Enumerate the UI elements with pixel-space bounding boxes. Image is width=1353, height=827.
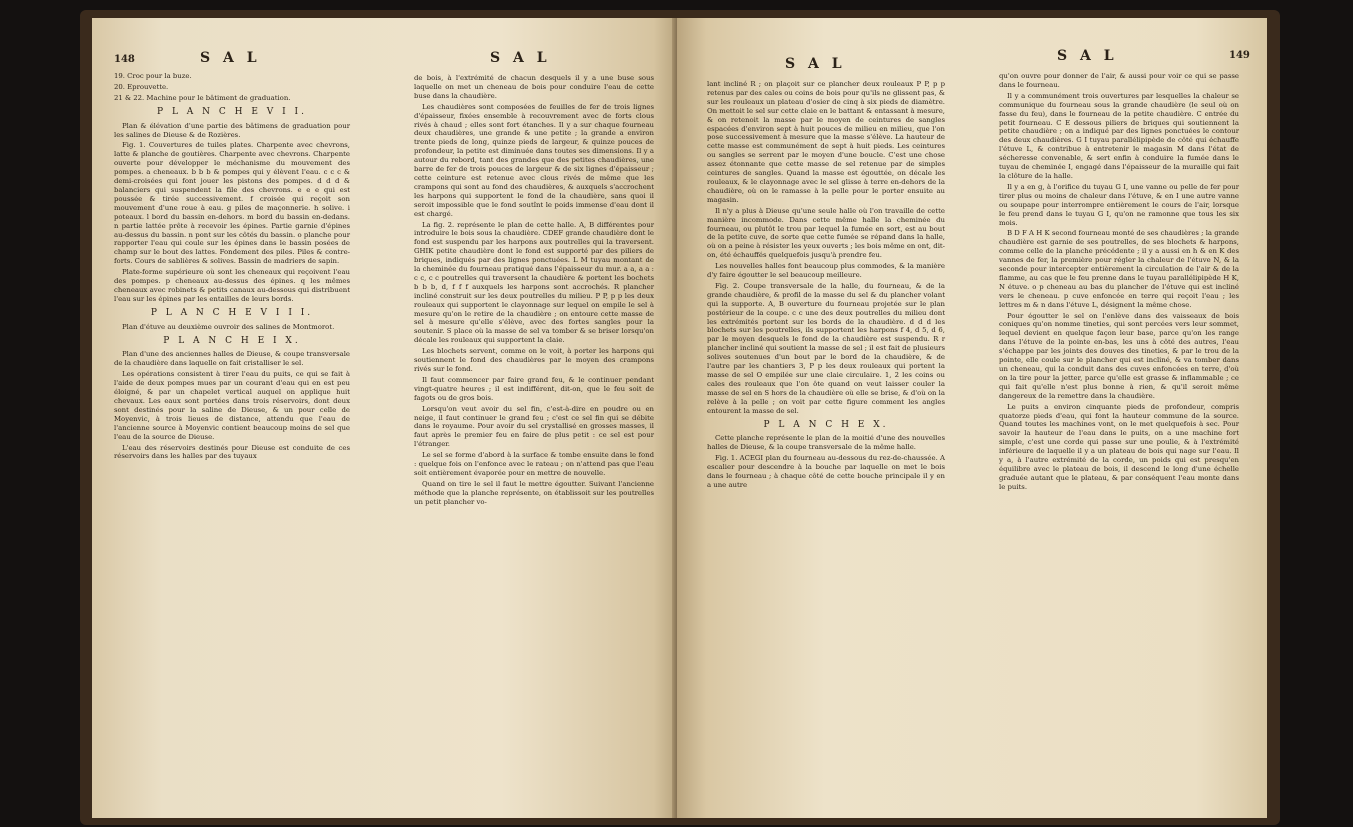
plate-ix-text-3: L'eau des réservoirs destinés pour Dieuse est conduite de ces réservoirs dans les halles par des tuyaux	[114, 443, 350, 461]
r-col1-p1: lant incliné R ; on plaçoit sur ce plancher deux rouleaux P P, p p retenus par des cales ou coins de bois pour qu'ils ne glissent pas, & sur les rouleaux un plateau d'osier de cinq à six pieds de diamètre. On mettoit le sel sur cette claie en le battant & entassant à mesure, & on retenoit la masse par le moyen de ceintures de sangles espacées d'environ sept à huit pouces de milieu en milieu, que l'on pose successivement à mesure que la masse s'élève. La hauteur de cette masse est communément de sept à huit pieds. Les ceintures ou sangles se serrent par le moyen d'une boucle. C'est une chose assez étonnante que cette masse de sel retenue par de simples ceintures de sangles. Quand la masse est égouttée, on décale les rouleaux, & le clayonnage avec le sel glisse à terre en-dehors de la chaudière, où on le ramasse à la pelle pour le porter ensuite au magasin.	[707, 80, 945, 204]
r-col2-p4: B D F A H K second fourneau monté de ses chaudières ; la grande chaudière est garnie de ses poutrelles, de ses blochets & harpons, comme celle de la planche précédente ; il y a aussi en h & en K des vannes de fer, la première pour régler la chaleur de l'étuve N, & la seconde pour intercepter entièrement la circulation de l'air & de la flamme, au cas que le feu prenne dans le tuyau parallélipipède H K, N étuve. o p cheneau au bas du plancher de l'étuve qui est incliné vers le cheneau. p cuve enfoncée en terre qui reçoit l'eau ; les lettres m & n dans l'étuve L, désignent la même chose.	[999, 229, 1239, 309]
r-col2-p6: Le puits a environ cinquante pieds de profondeur, compris quatorze pieds d'eau, qui font la hauteur commune de la source. Quand toutes les machines vont, on le met quelquefois à sec. Pour savoir la hauteur de l'eau dans le puits, on a une machine fort simple, c'est une corde qui passe sur une poulie, & à l'extrémité inférieure de laquelle il y a un plateau de bois qui nage sur l'eau. Il y a, à l'autre extrémité de la corde, un poids qui est presqu'en équilibre avec le plateau de bois, il descend le long d'une échelle graduée autant que le plateau, & par conséquent l'eau monte dans le puits.	[999, 402, 1239, 491]
right-column-1	[707, 80, 945, 492]
page-number-left: 148	[114, 54, 135, 65]
col2-p3: La fig. 2. représente le plan de cette halle. A, B différentes pour introduire le bois sous la chaudière. CDEF grande chaudière dont le fond est suspendu par les harpons aux poutrelles qui la traversent. GHIK petite chaudière dont le fond est supporté par des piliers de briques, indiqués par des lignes ponctuées. L M tuyau montant de la cheminée du fourneau pratiqué dans l'épaisseur du mur. a a, a a : c c, c c poutrelles qui traversent la chaudière & portent les bochets b b b, d, f f f auxquels les harpons sont accrochés. R plancher incliné construit sur les deux poutrelles du milieu. P P, p p les deux rouleaux qui supportent le clayonnage sur lequel on empile le sel à mesure qu'on le retire de la chaudière ; on entoure cette masse de sel à mesure qu'elle s'élève, avec des fortes sangles pour la soutenir. S place où la masse de sel va tomber & se briser lorsqu'on décale les rouleaux qui supportent la claie.	[414, 220, 654, 345]
plate-ix-heading: P L A N C H E I X.	[163, 335, 301, 346]
plate-ix-text: Plan d'une des anciennes halles de Dieuse, & coupe transversale de la chaudière dans laquelle on fait cristalliser le sel.	[114, 350, 350, 368]
plate-vii-text: Fig. 1. Couvertures de tuiles plates. Charpente avec chevrons, latte & planche de goutières. Charpente avec chevrons. Charpente ouverte pour développer le méchanisme du mouvement des pompes. a cheneaux. b b b & pompes qui y élèvent l'eau. c c c & demi-croisées qui font jouer les pistons des pompes. d d d & balanciers qui suspendent la file des chevrons. e e e qui est poussée & tirée successivement. f croisée qui reçoit son mouvement d'une roue à eau. g piles de maçonnerie. h solive. i poteaux. l bord du bassin en-dehors. m bord du bassin en-dedans. n partie lattée prête à recevoir les épines. Partie garnie d'épines au-dessus du bassin. n pont sur les côtés du bassin. o planche pour rapporter l'eau qui coule sur les épines dans le bassin posées de champ sur le bout des lattes. Fondement des piles. Piles & contre-forts. Cours de sablières & solives. Bassin de madriers de sapin.	[114, 141, 350, 266]
running-head-right-1: S A L	[785, 56, 846, 72]
plate-x-heading: P L A N C H E X.	[763, 419, 889, 430]
r-col2-p5: Pour égoutter le sel on l'enlève dans des vaisseaux de bois coniques qu'on nomme tineties, qui sont percées vers leur sommet, lequel devient en quelque façon leur base, parce qu'on les range dans l'étuve de la pointe en-bas, les uns à côté des autres, l'eau s'échappe par les joints des douves des tineties, & par le trou de la pointe, elle coule sur le plancher qui est incliné, & va tomber dans un cheneau, qui la conduit dans des cuves enfoncées en terre, d'où on la tire pour la jetter, parce qu'elle est grasse & inflammable ; ce qui fait qu'elle n'est plus bonne à rien, & qu'il seroit même dangereux de la remettre dans la chaudière.	[999, 311, 1239, 400]
right-page	[677, 18, 1267, 818]
right-column-2	[999, 72, 1239, 494]
r-col1-p4: Fig. 2. Coupe transversale de la halle, du fourneau, & de la grande chaudière, & profil de la masse du sel & du plancher volant qui la supporte. A, B ouverture du fourneau projetée sur le plan postérieur de la coupe. c c une des deux poutrelles du milieu dont les extrémités portent sur les bords de la chaudière. d d d les blochets sur les poutrelles, ils supportent les harpons f 4, d 5, d 6, par le moyen desquels le fond de la chaudière est suspendu. R r plancher incliné qui soutient la masse de sel ; il est fait de plusieurs solives soutenues d'un bout par le bord de la chaudière, & de l'autre par les chantiers 3, P p les deux rouleaux qui portent la masse de sel O empilée sur une claie circulaire. 1, 2 les coins ou cales des rouleaux que l'on ôte quand on veut laisser couler la masse de sel en S hors de la chaudière où elle se brise, & d'où on la relève à la pelle ; on voit par cette figure comment les angles entourent la masse de sel.	[707, 281, 945, 415]
plate-viii-heading: P L A N C H E V I I I.	[150, 307, 314, 318]
plate-x-text: Cette planche représente le plan de la moitié d'une des nouvelles halles de Dieuse, & la coupe transversale de la même halle.	[707, 434, 945, 452]
col2-p7: Le sel se forme d'abord à la surface & tombe ensuite dans le fond : quelque fois on l'enfonce avec le rateau ; on n'attend pas que l'eau soit entièrement évaporée pour en mettre de nouvelle.	[414, 451, 654, 477]
plate-vii-intro: Plan & élévation d'une partie des bâtimens de graduation pour les salines de Dieuse & de Rozières.	[114, 121, 350, 139]
col2-p8: Quand on tire le sel il faut le mettre égoutter. Suivant l'ancienne méthode que la planche représente, on établissoit sur les poutrelles un petit plancher vo-	[414, 479, 654, 506]
running-head-right-2: S A L	[1057, 48, 1118, 64]
col2-p5: Il faut commencer par faire grand feu, & le continuer pendant vingt-quatre heures ; il est indifférent, dit-on, que le feu soit de fagots ou de gros bois.	[414, 375, 654, 402]
plate-viii-text: Plan d'étuve au deuxième ouvroir des salines de Montmorot.	[122, 322, 335, 331]
col2-p2: Les chaudières sont composées de feuilles de fer de trois lignes d'épaisseur, fixées ensemble à recouvrement avec de forts clous rivés à chaud ; elles sont fort étanches. Il y a sur chaque fourneau deux chaudières, une grande & une petite ; la grande a environ trente pieds de long, quinze pieds de largeur, & quinze pouces de profondeur, la petite est diminuée dans toutes ses dimensions. Il y a autour du rebord, tant des grandes que des petites chaudières, une barre de fer de trois pouces de largeur & de six lignes d'épaisseur ; cette ceinture est retenue avec clous rivés de même que les crampons qui sont au fond des chaudières, & auxquels s'accrochent les harpons qui supportent le fond de la chaudière, sans quoi il seroit impossible que le fond soutînt le poids immense d'eau dont il est chargé.	[414, 102, 654, 218]
plate-vii-text-2: Plate-forme supérieure où sont les cheneaux qui reçoivent l'eau des pompes. p cheneaux au-dessus des épines. q les mêmes cheneaux avec robinets & petits canaux au-dessous qui distribuent l'eau sur les épines par les entailles de leurs bords.	[114, 268, 350, 303]
r-col2-p2: Il y a communément trois ouvertures par lesquelles la chaleur se communique du fourneau sous la grande chaudière (le seul où on fasse du feu), dans le fourneau de la petite chaudière. C entrée du petit fourneau. C E dessous piliers de briques qui soutiennent la petite chaudière ; on a indiqué par des lignes ponctuées le contour des deux chaudières. G I tuyau parallélipipède de côté qui échauffe l'étuve L, & contribue à entretenir le magasin M dans l'état de sécheresse convenable, & sert enfin à conduire la fumée dans le tuyau de cheminée I, engagé dans l'épaisseur de la muraille qui fait la clôture de la halle.	[999, 91, 1239, 180]
page-number-right: 149	[1229, 50, 1250, 61]
plate-vii-heading: P L A N C H E V I I.	[157, 106, 307, 117]
col2-p4: Les blochets servent, comme on le voit, à porter les harpons qui soutiennent le fond des chaudières par le moyen des crampons rivés sur le fond.	[414, 347, 654, 373]
item-20: 20. Eprouvette.	[114, 82, 169, 91]
r-col1-p2: Il n'y a plus à Dieuse qu'une seule halle où l'on travaille de cette manière incommode. Dans cette même halle la cheminée du fourneau, ou plutôt le trou par lequel la fumée en sort, est au bout de la petite cuve, de sorte que cette fumée se répand dans la halle, où on a peine à résister les yeux ouverts ; les bois même en ont, dit-on, été échauffés quelquefois jusqu'à prendre feu.	[707, 206, 945, 260]
left-column-1	[114, 72, 350, 463]
left-page	[92, 18, 677, 818]
open-book	[92, 18, 1267, 818]
r-col2-p1: qu'on ouvre pour donner de l'air, & aussi pour voir ce qui se passe dans le fourneau.	[999, 72, 1239, 89]
item-21-22: 21 & 22. Machine pour le bâtiment de graduation.	[114, 93, 291, 102]
item-19: 19. Croc pour la buze.	[114, 72, 192, 80]
r-col2-p3: Il y a en g, à l'orifice du tuyau G I, une vanne ou pelle de fer pour tirer plus ou moins de chaleur dans l'étuve, & en I une autre vanne ou soupape pour interrompre entièrement le cours de l'air, lorsque le feu prend dans le tuyau G I, qu'on ne ramonne que tous les six mois.	[999, 182, 1239, 227]
col2-p6: Lorsqu'on veut avoir du sel fin, c'est-à-dire en poudre ou en neige, il faut continuer le grand feu ; c'est ce sel fin qui se débite dans le royaume. Pour avoir du sel crystallisé en grosses masses, il faut après le premier feu en faire de plus petit : ce sel est pour l'étranger.	[414, 404, 654, 449]
r-col1-p3: Les nouvelles halles font beaucoup plus commodes, & la manière d'y faire égoutter le sel beaucoup meilleure.	[707, 262, 945, 280]
running-head-left-2: S A L	[490, 50, 551, 66]
col2-p1: de bois, à l'extrémité de chacun desquels il y a une buse sous laquelle on met un cheneau de bois pour conduire l'eau de cette buse dans la chaudière.	[414, 74, 654, 100]
plate-x-text-2: Fig. 1. ACEGI plan du fourneau au-dessous du rez-de-chaussée. A escalier pour descendre à la bouche par laquelle on met le bois dans le fourneau ; à chaque côté de cette bouche principale il y en a une autre	[707, 454, 945, 489]
plate-ix-text-2: Les opérations consistent à tirer l'eau du puits, ce qui se fait à l'aide de deux pompes mues par un courant d'eau qui en est peu éloigné, & par un chapelet vertical auquel on applique huit chevaux. Les eaux sont portées dans trois réservoirs, dont deux sont destinés pour la saline de Dieuse, & un pour celle de Moyenvic, à trois lieues de distance, attendu que l'eau de l'ancienne source à Moyenvic contient beaucoup moins de sel que l'eau de la source de Dieuse.	[114, 370, 350, 441]
left-column-2	[414, 74, 654, 509]
running-head-left-1: S A L	[200, 50, 261, 66]
